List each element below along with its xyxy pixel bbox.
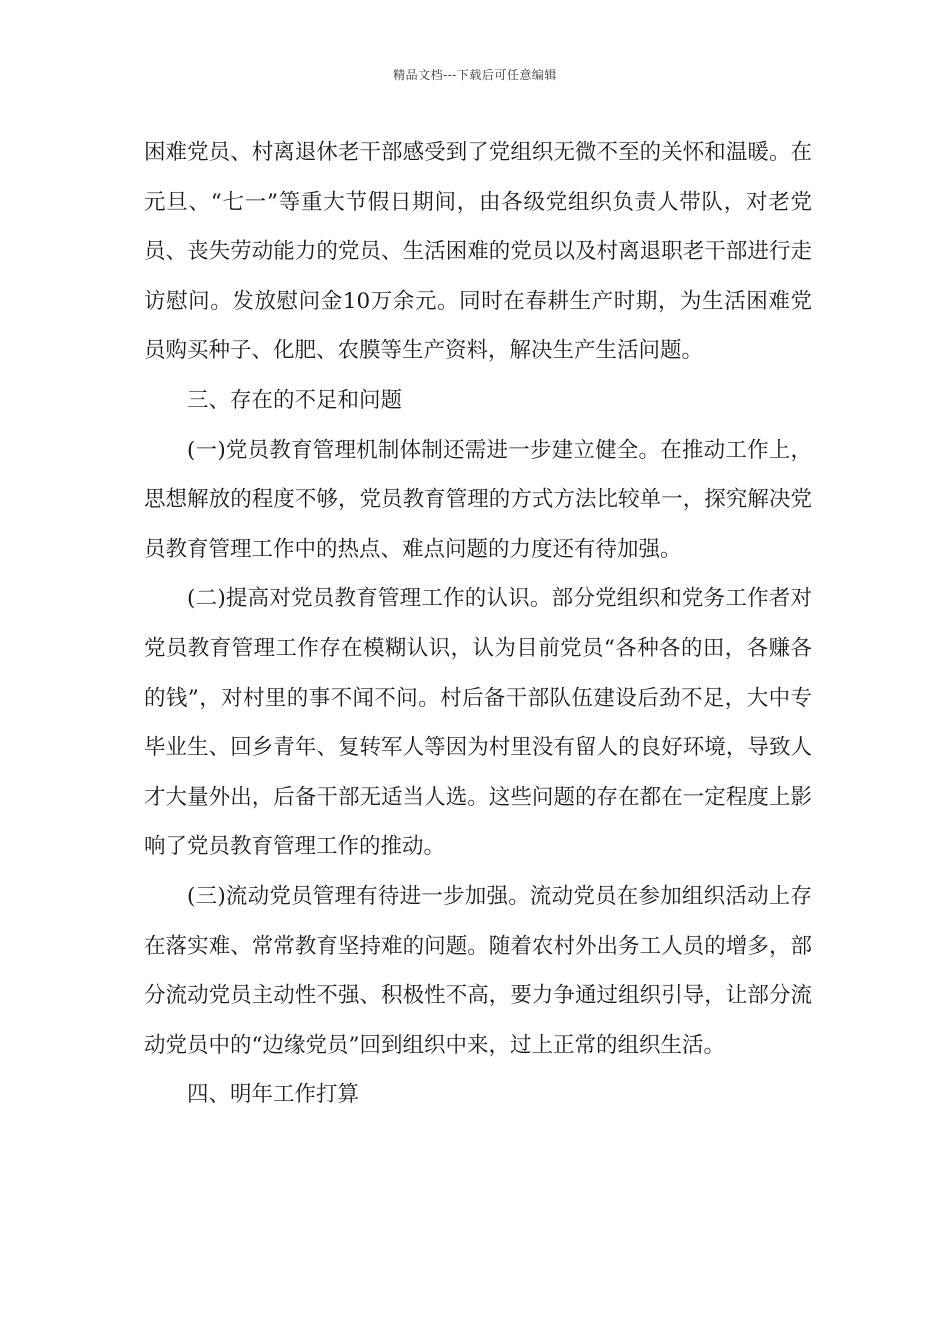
section-heading-4: 四、明年工作打算 — [187, 1082, 360, 1108]
document-body — [144, 128, 812, 1120]
paragraph-issue-3: (三)流动党员管理有待进一步加强。流动党员在参加组织活动上存在落实难、常常教育坚持难的问题。随着农村外出务工人员的增多，部分流动党员主动性不强、积极性不高，要力争通过组织引导，让部分流动党员中的“边缘党员”回到组织中来，过上正常的组织生活。 — [144, 883, 812, 1058]
page-header: 精品文档---下载后可任意编辑 — [393, 68, 557, 82]
paragraph-continuation: 困难党员、村离退休老干部感受到了党组织无微不至的关怀和温暖。在元旦、“七一”等重大节假日期间，由各级党组织负责人带队，对老党员、丧失劳动能力的党员、生活困难的党员以及村离退职老干部进行走访慰问。发放慰问金10万余元。同时在春耕生产时期，为生活困难党员购买种子、化肥、农膜等生产资料，解决生产生活问题。 — [144, 140, 812, 364]
paragraph-issue-2: (二)提高对党员教育管理工作的认识。部分党组织和党务工作者对党员教育管理工作存在模糊认识，认为目前党员“各种各的田，各赚各的钱”，对村里的事不闻不问。村后备干部队伍建设后劲不足，大中专毕业生、回乡青年、复转军人等因为村里没有留人的良好环境，导致人才大量外出，后备干部无适当人选。这些问题的存在都在一定程度上影响了党员教育管理工作的推动。 — [144, 586, 812, 860]
paragraph-issue-1: (一)党员教育管理机制体制还需进一步建立健全。在推动工作上，思想解放的程度不够，党员教育管理的方式方法比较单一，探究解决党员教育管理工作中的热点、难点问题的力度还有待加强。 — [144, 437, 812, 562]
section-heading-3: 三、存在的不足和问题 — [187, 387, 403, 413]
